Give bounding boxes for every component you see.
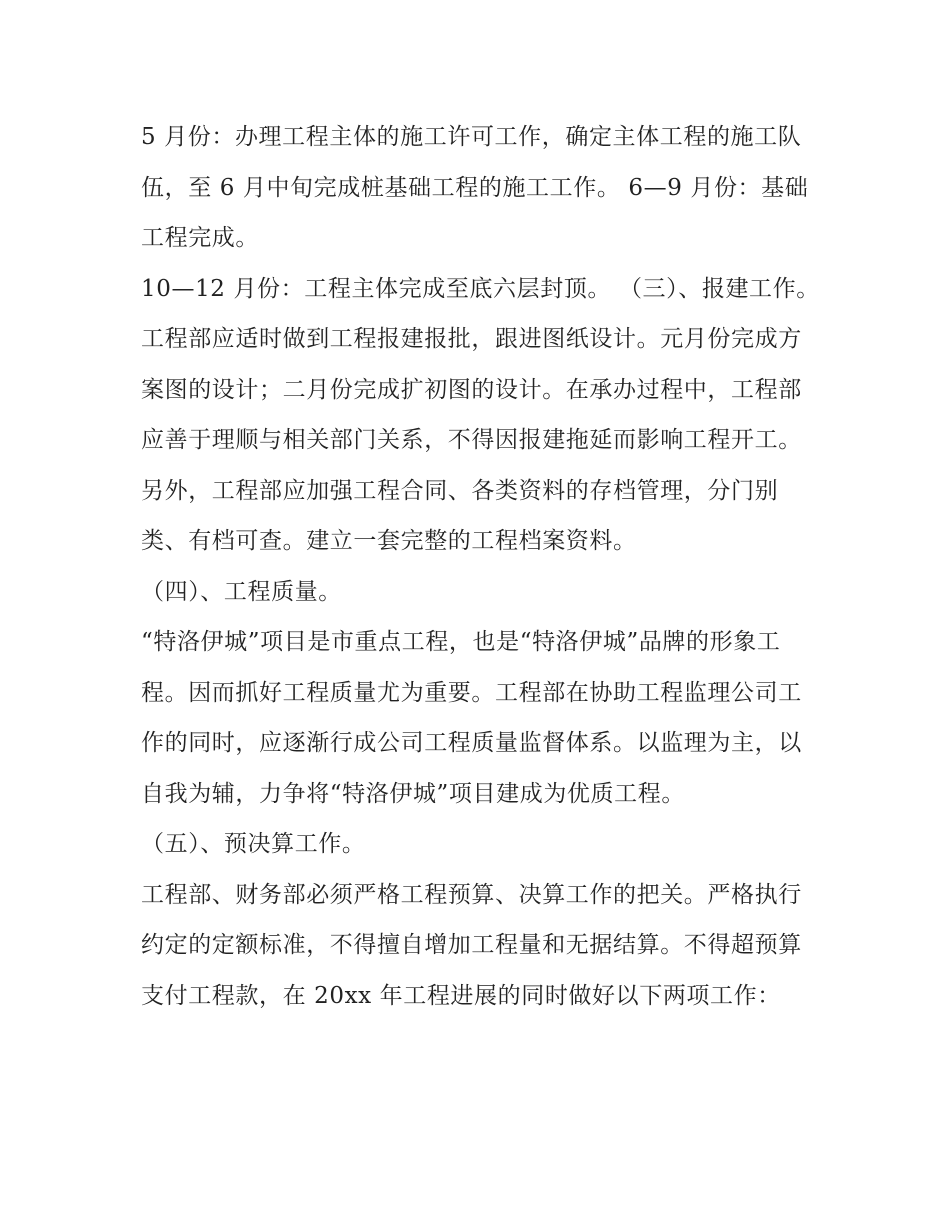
document-body: [141, 112, 821, 1021]
paragraph-schedule-oct-dec: 10—12 月份：工程主体完成至底六层封顶。 （三）、报建工作。: [141, 275, 820, 302]
section-heading-quality: （四）、工程质量。: [141, 578, 342, 605]
section-heading-budget: （五）、预决算工作。: [141, 831, 366, 857]
paragraph-permit-work: 工程部应适时做到工程报建报批，跟进图纸设计。元月份完成方案图的设计；二月份完成扩初图的设计。在承办过程中，工程部应善于理顺与相关部门关系，不得因报建拖延而影响工程开工。另外，工程部应加强工程合同、各类资料的存档管理，分门别类、有档可查。建立一套完整的工程档案资料。: [141, 326, 802, 554]
paragraph-budget: 工程部、财务部必须严格工程预算、决算工作的把关。严格执行约定的定额标准，不得擅自增加工程量和无据结算。不得超预算支付工程款，在 20xx 年工程进展的同时做好以下两项工作：: [141, 881, 802, 1009]
paragraph-quality: “特洛伊城”项目是市重点工程，也是“特洛伊城”品牌的形象工程。因而抓好工程质量尤为重要。工程部在协助工程监理公司工作的同时，应逐渐行成公司工程质量监督体系。以监理为主，以自我为辅，力争将“特洛伊城”项目建成为优质工程。: [141, 629, 802, 807]
paragraph-schedule-may-sep: 5 月份：办理工程主体的施工许可工作，确定主体工程的施工队伍，至 6 月中旬完成桩基础工程的施工工作。 6—9 月份：基础工程完成。: [141, 124, 809, 251]
